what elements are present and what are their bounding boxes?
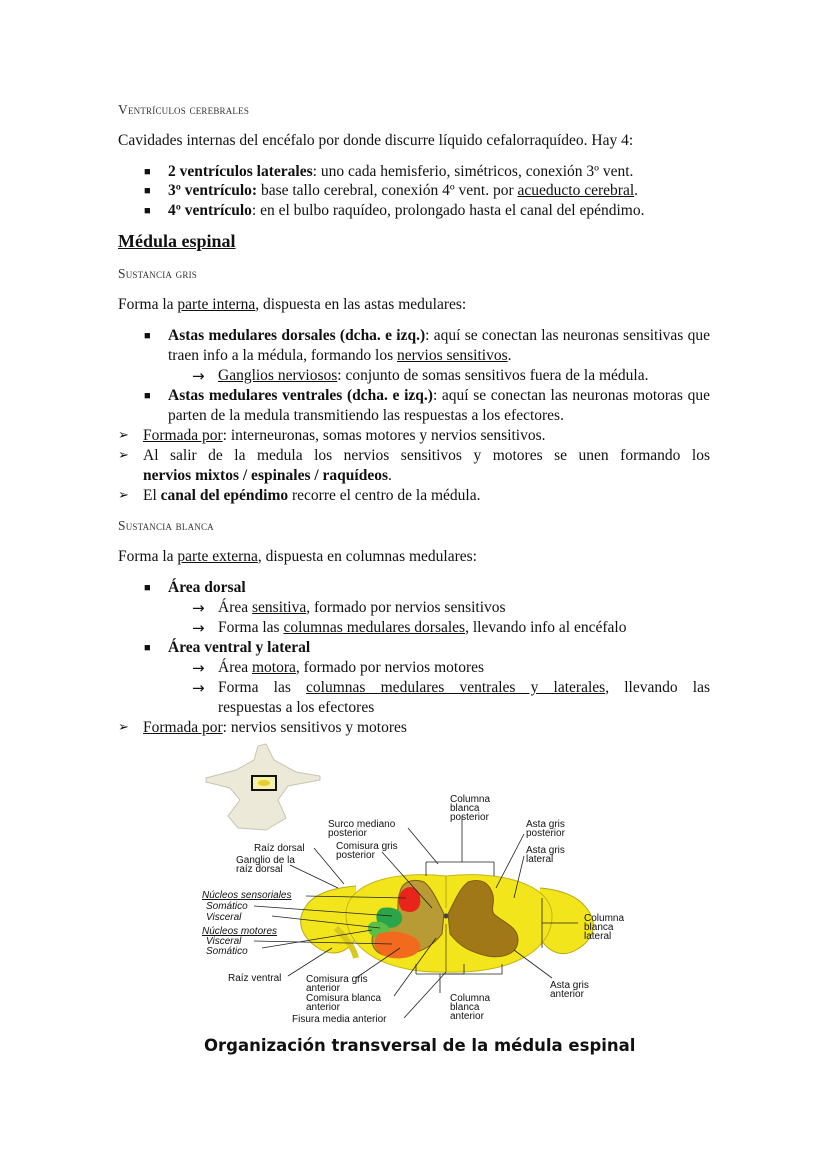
ventral-horns-item: Astas medulares ventrales (dcha. e izq.): aquí se conectan las neuronas motoras que parten de la medula transmitiendo las respuestas a los efectores. [168, 387, 710, 424]
arrow-icon: → [192, 659, 205, 677]
label-asta-gris-lateral: Asta gris lateral [526, 845, 565, 865]
label-somatico-motor: Somático [206, 946, 248, 957]
label-columna-blanca-anterior: Columna blanca anterior [450, 993, 491, 1022]
check-arrow-icon: ➢ [118, 448, 129, 463]
bullet-icon: ■ [144, 205, 151, 217]
bullet-icon: ■ [144, 390, 151, 402]
bullet-icon: ■ [144, 582, 151, 594]
ventricle-item-2: 3º ventrículo: base tallo cerebral, conexión 4º vent. por acueducto cerebral. [168, 182, 639, 199]
white-intro: Forma la parte externa, dispuesta en columnas medulares: [118, 548, 477, 565]
check-arrow-icon: ➢ [118, 488, 129, 503]
ventricle-item-3: 4º ventrículo: en el bulbo raquídeo, prolongado hasta el canal del epéndimo. [168, 202, 645, 219]
dorsal-area-title: Área dorsal [168, 579, 246, 596]
ventral-area-columns-line-1: Forma las columnas medulares ventrales y laterales, llevando las [218, 679, 711, 696]
vertebra-drawing [206, 744, 320, 830]
check-arrow-icon: ➢ [118, 720, 129, 735]
ganglia-item: Ganglios nerviosos: conjunto de somas sensitivos fuera de la médula. [218, 367, 649, 384]
grey-intro: Forma la parte interna, dispuesta en las astas medulares: [118, 296, 467, 313]
bullet-icon: ■ [144, 642, 151, 654]
central-canal-dot [444, 914, 449, 919]
ventricles-intro: Cavidades internas del encéfalo por donde discurre líquido cefalorraquídeo. Hay 4: [118, 132, 634, 149]
label-asta-gris-anterior: Asta gris anterior [550, 980, 589, 1000]
bullet-icon: ■ [144, 330, 151, 342]
ventricle-item-1: 2 ventrículos laterales: uno cada hemisferio, simétricos, conexión 3º vent. [168, 163, 634, 180]
label-nucleos-motores: Núcleos motores [202, 926, 278, 937]
dorsal-area-sensitive: Área sensitiva, formado por nervios sensitivos [218, 599, 506, 616]
mixed-nerves-line-2: nervios mixtos / espinales / raquídeos. [143, 467, 392, 484]
figure-caption: Organización transversal de la médula espinal [204, 1036, 636, 1055]
label-columna-blanca-posterior: Columna blanca posterior [450, 794, 491, 823]
grey-formed-by: Formada por: interneuronas, somas motores y nervios sensitivos. [143, 427, 546, 444]
label-nucleos-sensoriales: Núcleos sensoriales [202, 890, 292, 901]
label-somatico-sensorial: Somático [206, 901, 248, 912]
arrow-icon: → [192, 679, 205, 697]
label-comisura-blanca-anterior: Comisura blanca anterior [306, 993, 382, 1013]
label-comisura-gris-anterior: Comisura gris anterior [306, 974, 368, 994]
label-visceral-motor: Visceral [206, 936, 242, 947]
label-ganglio-raiz-dorsal: Ganglio de la raíz dorsal [236, 855, 295, 875]
label-columna-blanca-lateral: Columna blanca lateral [584, 913, 625, 942]
spinal-cord-cross-section-figure [196, 738, 634, 1072]
dorsal-horns-item: Astas medulares dorsales (dcha. e izq.): aquí se conectan las neuronas sensitivas que traen info a la médula, formando los nervios sensitivos. [168, 327, 710, 364]
bullet-icon: ■ [144, 185, 151, 197]
label-raiz-ventral: Raíz ventral [228, 973, 282, 984]
bullet-icon: ■ [144, 166, 151, 178]
page-title-medula: Médula espinal [118, 231, 236, 251]
label-visceral-sensorial: Visceral [206, 912, 242, 923]
ventral-area-title: Área ventral y lateral [168, 639, 311, 656]
ventral-area-columns-line-2: respuestas a los efectores [218, 699, 375, 716]
central-canal-item: El canal del epéndimo recorre el centro de la médula. [143, 487, 481, 504]
spinal-cord-illustration [196, 738, 634, 1072]
white-formed-by: Formada por: nervios sensitivos y motores [143, 719, 407, 736]
ventral-area-motor: Área motora, formado por nervios motores [218, 659, 485, 676]
check-arrow-icon: ➢ [118, 428, 129, 443]
mixed-nerves-line-1: Al salir de la medula los nervios sensitivos y motores se unen formando los [143, 447, 710, 464]
label-fisura-media-anterior: Fisura media anterior [292, 1014, 387, 1025]
arrow-icon: → [192, 367, 205, 385]
label-asta-gris-posterior: Asta gris posterior [526, 819, 565, 839]
label-surco-mediano-posterior: Surco mediano posterior [328, 819, 396, 839]
dorsal-area-columns: Forma las columnas medulares dorsales, llevando info al encéfalo [218, 619, 627, 636]
section-heading-ventricles: Ventrículos cerebrales [118, 102, 250, 117]
arrow-icon: → [192, 599, 205, 617]
label-comisura-gris-posterior: Comisura gris posterior [336, 841, 398, 861]
arrow-icon: → [192, 619, 205, 637]
section-heading-grey-matter: Sustancia gris [118, 266, 197, 281]
label-raiz-dorsal: Raíz dorsal [254, 843, 305, 854]
section-heading-white-matter: Sustancia blanca [118, 518, 214, 533]
